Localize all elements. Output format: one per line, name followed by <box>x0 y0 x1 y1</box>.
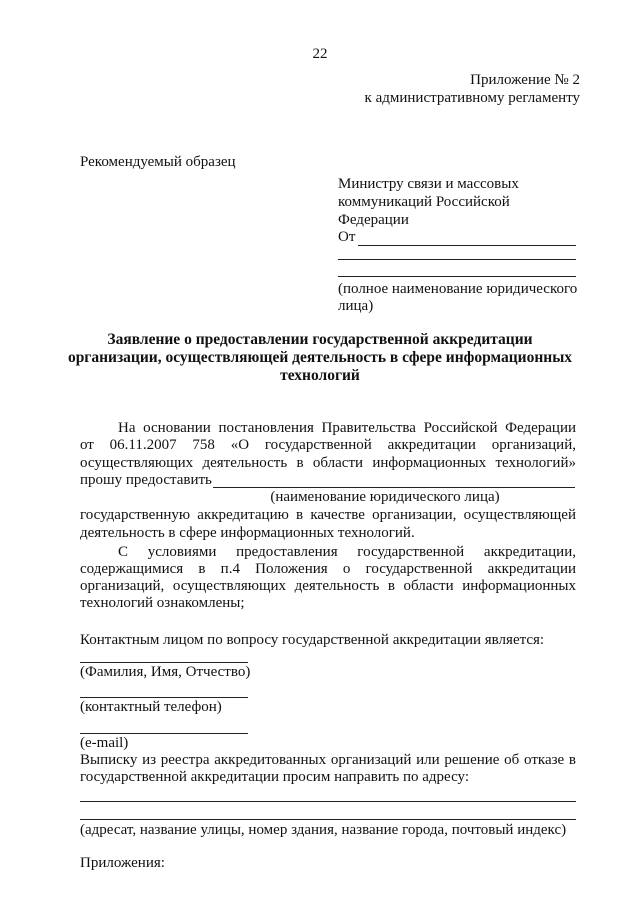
paragraph-1-line-4: прошу предоставить <box>80 472 212 488</box>
legal-entity-caption: (наименование юридического лица) <box>270 489 500 505</box>
recipient-line-3: Федерации <box>338 212 409 228</box>
sample-label: Рекомендуемый образец <box>80 154 236 170</box>
form-title-line-3: технологий <box>280 367 360 384</box>
contact-name-line <box>80 662 248 663</box>
from-blank-line <box>358 245 576 246</box>
recipient-caption-2: лица) <box>338 298 374 314</box>
recipient-caption-1: (полное наименование юридического <box>338 281 578 297</box>
paragraph-3-line-1: Выписку из реестра аккредитованных организаций или решение об отказе в <box>80 752 576 768</box>
form-title-line-2: организации, осуществляющей деятельность в сфере информационных <box>67 349 573 366</box>
paragraph-2-line-3: организаций, осуществляющих деятельность в области информационных <box>80 578 576 594</box>
paragraph-2-line-2: содержащимися в п.4 Положения о государственной аккредитации <box>80 561 576 577</box>
contact-name-caption: (Фамилия, Имя, Отчество) <box>80 664 251 680</box>
contact-phone-line <box>80 697 248 698</box>
paragraph-2-line-1: С условиями предоставления государственной аккредитации, <box>118 544 576 560</box>
paragraph-1-line-3: осуществляющих деятельность в области информационных технологий» <box>80 455 576 471</box>
paragraph-1-line-1: На основании постановления Правительства Российской Федерации <box>118 420 576 436</box>
contact-email-line <box>80 733 248 734</box>
address-blank-line-1 <box>80 801 576 802</box>
legal-entity-blank-line <box>213 487 575 488</box>
contact-intro: Контактным лицом по вопросу государственной аккредитации является: <box>80 632 545 648</box>
page-number: 22 <box>312 46 328 62</box>
paragraph-3-line-2: государственной аккредитации просим направить по адресу: <box>80 769 470 785</box>
recipient-line-1: Министру связи и массовых <box>338 176 519 192</box>
contact-email-caption: (e-mail) <box>80 735 129 751</box>
contact-phone-caption: (контактный телефон) <box>80 699 222 715</box>
from-blank-line-2 <box>338 259 576 260</box>
address-caption: (адресат, название улицы, номер здания, название города, почтовый индекс) <box>80 822 567 838</box>
from-label: От <box>338 229 356 245</box>
paragraph-1-line-2: от 06.11.2007 758 «О государственной аккредитации организаций, <box>80 437 576 453</box>
appendix-number: Приложение № 2 <box>470 72 580 88</box>
recipient-line-2: коммуникаций Российской <box>338 194 510 210</box>
paragraph-1-line-5: государственную аккредитацию в качестве организации, осуществляющей <box>80 507 576 523</box>
appendix-regulation: к административному регламенту <box>364 90 580 106</box>
paragraph-2-line-4: технологий ознакомлены; <box>80 595 245 611</box>
address-blank-line-2 <box>80 819 576 820</box>
attachments-label: Приложения: <box>80 855 165 871</box>
paragraph-1-line-6: деятельность в сфере информационных технологий. <box>80 525 415 541</box>
form-title-line-1: Заявление о предоставлении государственной аккредитации <box>107 331 533 348</box>
from-blank-line-3 <box>338 276 576 277</box>
